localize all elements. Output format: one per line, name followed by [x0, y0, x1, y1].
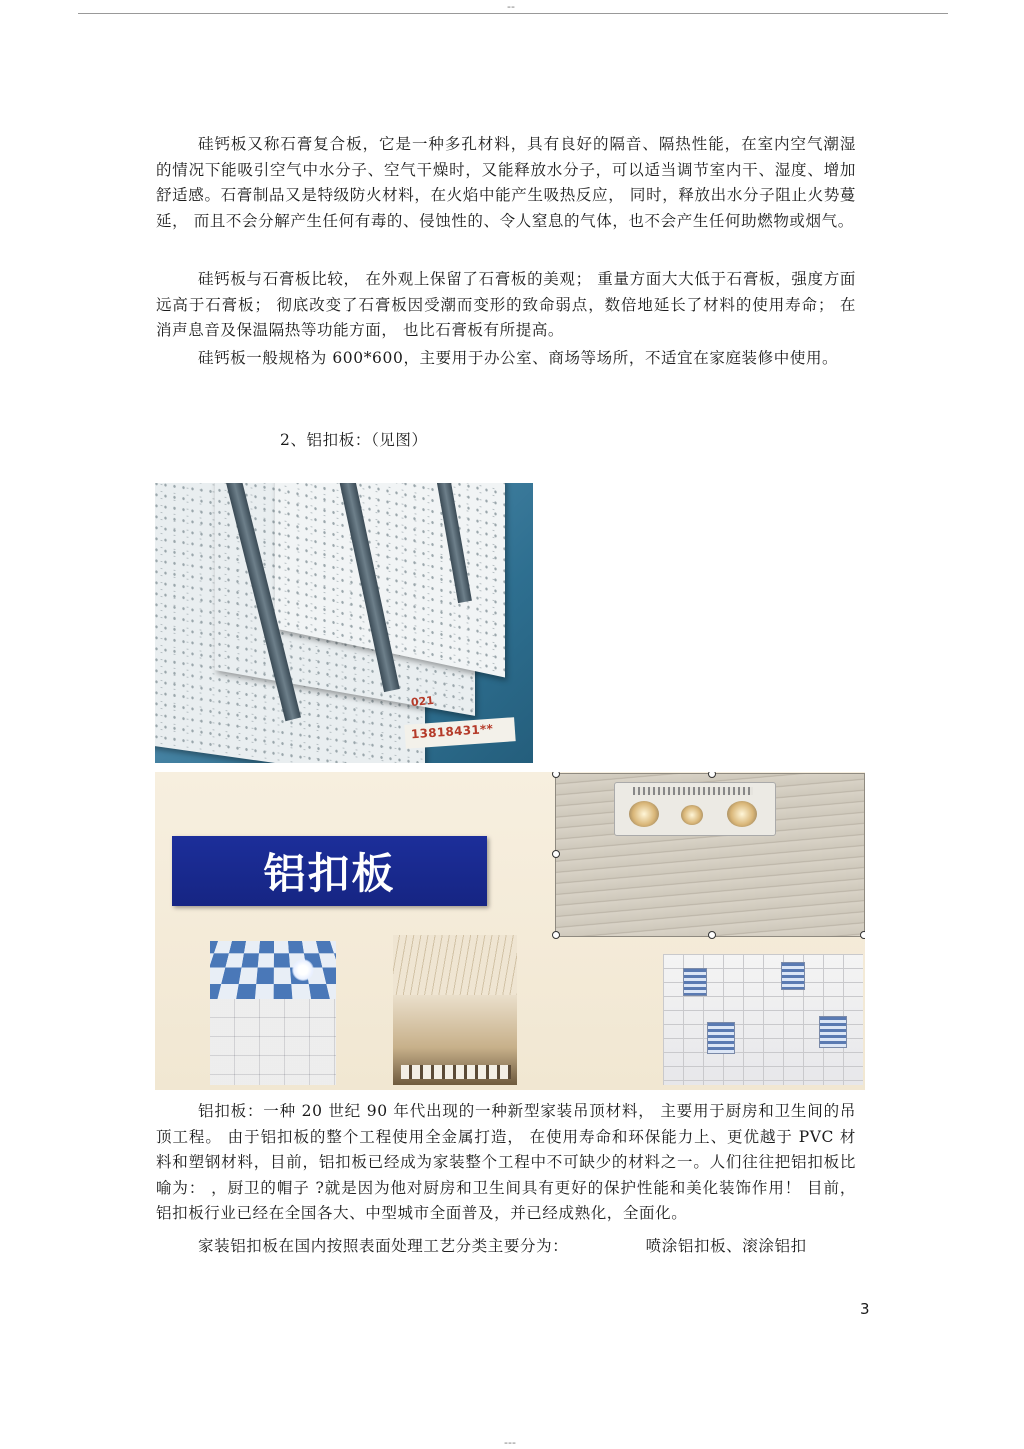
vanity-counter [401, 1065, 511, 1079]
paragraph-silicon-calcium-intro: 硅钙板又称石膏复合板，它是一种多孔材料，具有良好的隔音、隔热性能，在室内空气潮湿的情况下能吸引空气中水分子、空气干燥时，又能释放水分子，可以适当调节室内干、湿度、增加舒适感。石膏制品又是特级防火材料，在火焰中能产生吸热反应， 同时，释放出水分子阻止火势蔓延， 而且不会分解产生任何有毒的、侵蚀性的、令人窒息的气体，也不会产生任何助燃物或烟气。 [156, 135, 856, 230]
ceiling-light [292, 959, 314, 981]
heat-lamp [727, 801, 757, 827]
aluminum-panel-banner: 铝扣板 [172, 836, 487, 906]
ceiling-light-fixture [781, 962, 805, 990]
section-heading-aluminum-panel: 2、铝扣板：（见图） [280, 431, 428, 449]
phone-line-label: 021 [410, 693, 435, 710]
paragraph-aluminum-panel-intro: 铝扣板：一种 20 世纪 90 年代出现的一种新型家装吊顶材料， 主要用于厨房和卫生间的吊顶工程。 由于铝扣板的整个工程使用全金属打造， 在使用寿命和环保能力上、更优越于 PVC 材料和塑钢材料，目前，铝扣板已经成为家装整个工程中不可缺少的材料之一。人们往往把铝扣板比喻为： ，厨卫的帽子 ?就是因为他对厨房和卫生间具有更好的保护性能和美化装饰作用！ 目前，铝扣板行业已经在全国各大、中型城市全面普及，并已经成熟化，全面化。 [156, 1102, 856, 1222]
checkered-ceiling [210, 941, 336, 1007]
paragraph-silicon-calcium-compare: 硅钙板与石膏板比较， 在外观上保留了石膏板的美观； 重量方面大大低于石膏板，强度方面远高于石膏板； 彻底改变了石膏板因受潮而变形的致命弱点，数倍地延长了材料的使用寿命； 在消声息音及保温隔热等功能方面， 也比石膏板有所提高。 [156, 270, 856, 339]
ceiling-light-fixture [683, 968, 707, 996]
header-dash: -- [507, 0, 515, 13]
bathroom-interior-photo [393, 935, 517, 1085]
paragraph-silicon-calcium-spec: 硅钙板一般规格为 600*600，主要用于办公室、商场等场所，不适宜在家庭装修中使用。 [198, 349, 839, 367]
paragraph-aluminum-panel-types: 家装铝扣板在国内按照表面处理工艺分类主要分为： 喷涂铝扣板、滚涂铝扣 [198, 1237, 807, 1255]
ceiling-light-fixture [707, 1022, 735, 1054]
page-number: 3 [860, 1300, 870, 1318]
resize-handle[interactable] [708, 931, 716, 939]
bath-heater-unit [614, 782, 776, 836]
resize-handle[interactable] [552, 850, 560, 858]
heat-lamp [629, 801, 659, 827]
footer-dash: --- [504, 1436, 516, 1449]
resize-handle[interactable] [552, 931, 560, 939]
resize-handle[interactable] [860, 931, 865, 939]
aluminum-panel-composite-photo [155, 772, 865, 1090]
perforated-panel-photo [155, 483, 533, 763]
bath-heater-ceiling-photo [555, 773, 865, 937]
header-rule [78, 13, 948, 14]
tiled-wall [210, 999, 336, 1085]
phone-number-label: 13818431** [404, 717, 515, 749]
striped-ceiling [393, 935, 517, 995]
center-lamp [681, 805, 703, 825]
ceiling-light-fixture [819, 1016, 847, 1048]
checkered-ceiling-bathroom-photo [210, 941, 336, 1085]
vent-grille [633, 787, 753, 795]
office-ceiling-photo [663, 954, 863, 1085]
